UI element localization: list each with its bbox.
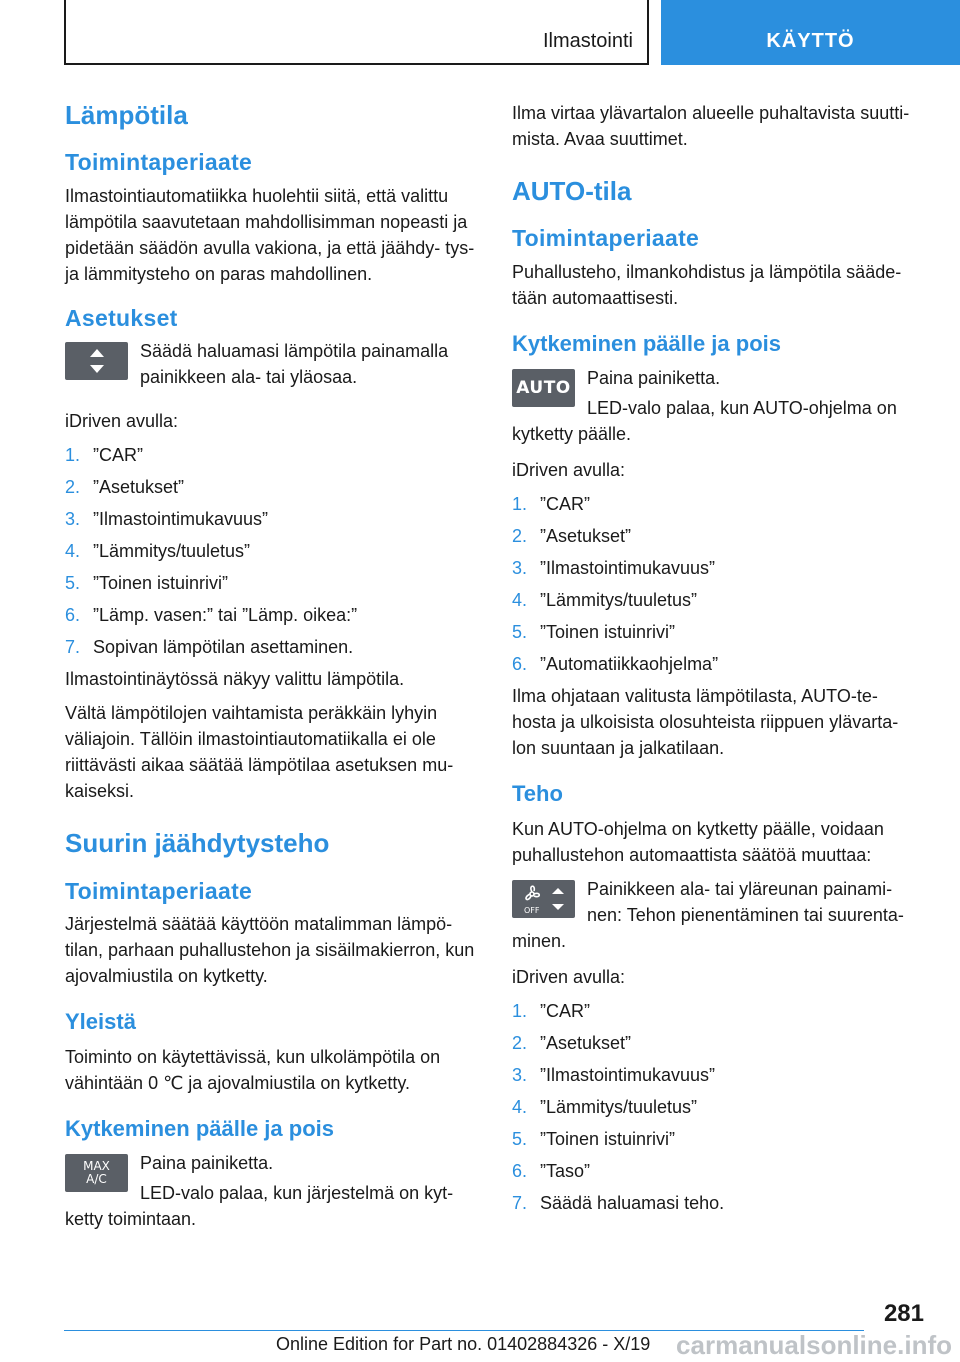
list-item-number: 1. (65, 445, 81, 466)
fan-button-row (512, 876, 924, 954)
list-item (512, 1062, 924, 1088)
heading-toimintaperiaate: Toimintaperiaate (512, 225, 700, 252)
paragraph: LED-valo palaa, kun AUTO-ohjelma on (587, 398, 897, 419)
idrive-label: iDriven avulla: (512, 460, 626, 481)
paragraph: Ilmastointiautomatiikka huolehtii siitä, että valittu lämpötila saavutetaan mahdollisimman nopeasti ja pidetään säädön avulla vakiona, ja että jäähdy- tys- ja lämmitysteho on paras mahdollinen. (65, 185, 475, 284)
list-item-text: ”Ilmastointimukavuus” (540, 558, 716, 579)
list-item (512, 998, 924, 1024)
up-down-arrows-icon (87, 347, 107, 375)
list-item-text: ”Ilmastointimukavuus” (93, 509, 269, 530)
heading-lampotila: Lämpötila (65, 100, 188, 130)
list-item-number: 3. (512, 1064, 528, 1085)
chapter-title: KÄYTTÖ (766, 30, 855, 52)
list-item-number: 7. (65, 637, 81, 658)
auto-label: AUTO (516, 378, 571, 399)
paragraph: Ilma virtaa ylävartalon alueelle puhaltavista suutti- mista. Avaa suuttimet. (512, 103, 910, 149)
list-item (512, 491, 924, 517)
ac-label: A/C (86, 1171, 107, 1186)
list-item (65, 570, 477, 596)
heading-yleista: Yleistä (65, 1009, 136, 1035)
paragraph: Toiminto on käytettävissä, kun ulkolämpötila on vähintään 0 ℃ ja ajovalmiustila on kytketty. (65, 1046, 441, 1093)
list-item (512, 587, 924, 613)
heading-asetukset: Asetukset (65, 304, 178, 331)
watermark: carmanualsonline.info (676, 1330, 952, 1360)
list-item-text: ”Asetukset” (540, 1032, 632, 1053)
heading-kytkeminen: Kytkeminen päälle ja pois (512, 330, 781, 356)
paragraph: Säädä haluamasi lämpötila painamalla painikkeen ala- tai yläosaa. (140, 341, 449, 388)
list-item-number: 4. (512, 590, 528, 611)
list-item-number: 6. (65, 605, 81, 626)
list-item-number: 2. (512, 526, 528, 547)
paragraph: Painikkeen ala- tai yläreunan painami- (587, 878, 893, 899)
list-item-number: 5. (512, 1128, 528, 1149)
chapter-tab (661, 0, 960, 65)
list-item-number: 3. (65, 509, 81, 530)
paragraph: LED-valo palaa, kun järjestelmä on kyt- (140, 1182, 454, 1203)
heading-kytkeminen: Kytkeminen päälle ja pois (65, 1115, 334, 1141)
list-item (65, 474, 477, 500)
list-item-text: ”Asetukset” (93, 477, 185, 498)
heading-toimintaperiaate: Toimintaperiaate (65, 149, 253, 176)
heading-teho: Teho (512, 781, 563, 807)
list-item-number: 1. (512, 494, 528, 515)
heading-toimintaperiaate: Toimintaperiaate (65, 877, 253, 904)
list-item-text: Säädä haluamasi teho. (540, 1192, 725, 1213)
list-item (512, 523, 924, 549)
list-item (512, 1094, 924, 1120)
list-item (512, 651, 924, 677)
paragraph: minen. (512, 930, 567, 951)
paragraph: ketty toimintaan. (65, 1208, 197, 1229)
paragraph: Kun AUTO-ohjelma on kytketty päälle, voidaan puhallustehon automaattista säätöä muuttaa: (512, 818, 884, 865)
list-item-text: Sopivan lämpötilan asettaminen. (93, 637, 354, 658)
list-item-number: 5. (65, 573, 81, 594)
list-item-text: ”Ilmastointimukavuus” (540, 1064, 716, 1085)
list-item-text: ”Toinen istuinrivi” (540, 622, 676, 643)
paragraph: Ilmastointinäytössä näkyy valittu lämpötila. (65, 669, 405, 690)
list-item (65, 442, 477, 468)
paragraph: Paina painiketta. (587, 368, 721, 389)
list-item-number: 1. (512, 1000, 528, 1021)
paragraph: Ilma ohjataan valitusta lämpötilasta, AUTO-te- hosta ja ulkoisista olosuhteista riippuen ylävarta- lon suuntaan ja jalkatilaan. (512, 686, 899, 759)
max-label: MAX (83, 1158, 110, 1173)
max-ac-button-icon (65, 1154, 128, 1192)
paragraph: Puhallusteho, ilmankohdistus ja lämpötila sääde- tään automaattisesti. (512, 261, 902, 308)
max-ac-button-row (65, 1150, 477, 1232)
left-column (65, 100, 477, 1242)
auto-button-icon (512, 369, 575, 407)
list-item-text: ”Toinen istuinrivi” (540, 1128, 676, 1149)
list-item (512, 1158, 924, 1184)
steps-list-1 (65, 442, 477, 660)
list-item-number: 2. (65, 477, 81, 498)
footer-edition: Online Edition for Part no. 01402884326 - X/19 (276, 1334, 651, 1354)
fan-off-label: OFF (523, 905, 539, 915)
fan-button-icon (512, 880, 575, 918)
list-item (512, 1126, 924, 1152)
list-item-text: ”Lämmitys/tuuletus” (540, 1096, 698, 1117)
paragraph: Paina painiketta. (140, 1152, 274, 1173)
temperature-updown-button-icon (65, 342, 128, 380)
list-item-text: ”Lämp. vasen:” tai ”Lämp. oikea:” (93, 605, 358, 626)
list-item-text: ”Automatiikkaohjelma” (540, 654, 719, 675)
list-item (65, 602, 477, 628)
header-box (64, 0, 649, 65)
list-item-number: 4. (65, 541, 81, 562)
list-item (512, 555, 924, 581)
list-item-number: 6. (512, 654, 528, 675)
heading-suurin-jaahdytysteho: Suurin jäähdytysteho (65, 828, 330, 859)
list-item-text: ”Toinen istuinrivi” (93, 573, 229, 594)
list-item-text: ”Asetukset” (540, 526, 632, 547)
paragraph: Vältä lämpötilojen vaihtamista peräkkäin lyhyin väliajoin. Tällöin ilmastointiautomatiikalla ei ole riittävästi aikaa säätää lämpötilaa asetuksen mu- kaiseksi. (65, 703, 454, 802)
paragraph: nen: Tehon pienentäminen tai suurenta- (587, 904, 904, 925)
list-item-number: 4. (512, 1096, 528, 1117)
list-item (65, 506, 477, 532)
list-item-number: 7. (512, 1192, 528, 1213)
list-item (65, 634, 477, 660)
steps-list-2 (512, 491, 924, 677)
list-item (512, 1030, 924, 1056)
list-item-text: ”Taso” (540, 1160, 591, 1181)
page-number: 281 (883, 1300, 924, 1327)
temperature-button-row (65, 338, 477, 398)
list-item-number: 2. (512, 1032, 528, 1053)
list-item-text: ”Lämmitys/tuuletus” (540, 590, 698, 611)
list-item-text: ”Lämmitys/tuuletus” (93, 541, 251, 562)
heading-auto-tila: AUTO-tila (512, 176, 632, 206)
paragraph: Järjestelmä säätää käyttöön matalimman lämpö- tilan, parhaan puhallustehon ja sisäilmakierron, kun ajovalmiustila on kytketty. (65, 914, 475, 987)
list-item (65, 538, 477, 564)
fan-icon (516, 882, 572, 916)
list-item-number: 6. (512, 1160, 528, 1181)
list-item (512, 1190, 924, 1216)
idrive-label: iDriven avulla: (65, 411, 179, 432)
section-title: Ilmastointi (542, 30, 633, 52)
paragraph: kytketty päälle. (512, 424, 632, 445)
list-item-text: ”CAR” (540, 494, 590, 515)
list-item-number: 5. (512, 622, 528, 643)
right-column (512, 100, 924, 1222)
list-item-text: ”CAR” (540, 1000, 590, 1021)
list-item-text: ”CAR” (93, 445, 143, 466)
list-item (512, 619, 924, 645)
idrive-label: iDriven avulla: (512, 966, 626, 987)
steps-list-3 (512, 998, 924, 1216)
auto-button-row (512, 365, 924, 447)
list-item-number: 3. (512, 558, 528, 579)
